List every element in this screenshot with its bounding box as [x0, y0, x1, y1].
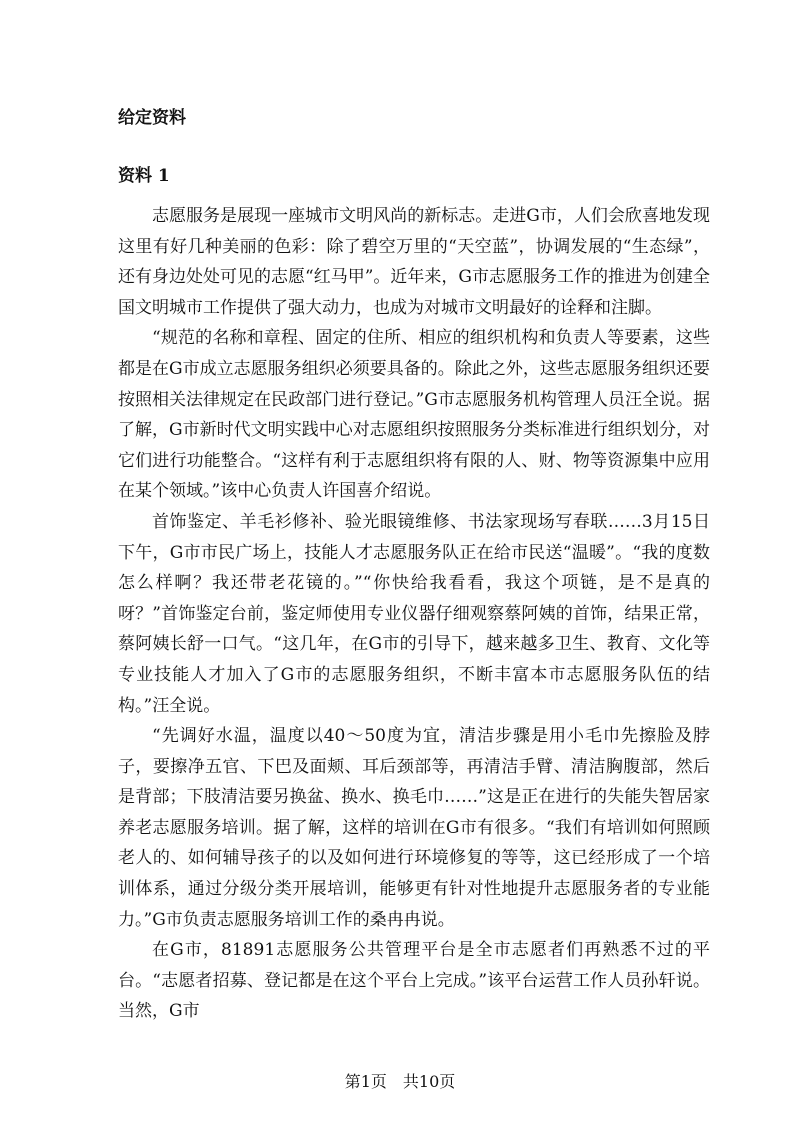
paragraph: 首饰鉴定、羊毛衫修补、验光眼镜维修、书法家现场写春联……3月15日下午，G市市民广场上，技能人才志愿服务队正在给市民送“温暖”。“我的度数怎么样啊？我还带老花镜的。”“你快给我看看，我这个项链，是不是真的呀？”首饰鉴定台前，鉴定师使用专业仪器仔细观察蔡阿姨的首饰，结果正常，蔡阿姨长舒一口气。“这几年，在G市的引导下，越来越多卫生、教育、文化等专业技能人才加入了G市的志愿服务组织，不断丰富本市志愿服务队伍的结构。”汪全说。: [118, 511, 710, 716]
section-title: 给定资料: [118, 108, 186, 128]
paragraph: 志愿服务是展现一座城市文明风尚的新标志。走进G市，人们会欣喜地发现这里有好几种美丽的色彩：除了碧空万里的“天空蓝”，协调发展的“生态绿”，还有身边处处可见的志愿“红马甲”。近年来，G市志愿服务工作的推进为创建全国文明城市工作提供了强大动力，也成为对城市文明最好的诠释和注脚。: [118, 206, 710, 318]
paragraph: 在G市，81891志愿服务公共管理平台是全市志愿者们再熟悉不过的平台。“志愿者招募、登记都是在这个平台上完成。”该平台运营工作人员孙轩说。当然，G市: [118, 940, 710, 1022]
body-text: [118, 201, 710, 1027]
paragraph: “先调好水温，温度以40～50度为宜，清洁步骤是用小毛巾先擦脸及脖子，要擦净五官、下巴及面颊、耳后颈部等，再清洁手臂、清洁胸腹部，然后是背部；下肢清洁要另换盆、换水、换毛巾……”这是正在进行的失能失智居家养老志愿服务培训。据了解，这样的培训在G市有很多。“我们有培训如何照顾老人的、如何辅导孩子的以及如何进行环境修复的等等，这已经形成了一个培训体系，通过分级分类开展培训，能够更有针对性地提升志愿服务者的专业能力。”G市负责志愿服务培训工作的桑冉冉说。: [118, 726, 710, 930]
material-title: 资料 1: [118, 166, 170, 186]
page-number-footer: 第1页 共10页: [344, 1072, 456, 1091]
paragraph: “规范的名称和章程、固定的住所、相应的组织机构和负责人等要素，这些都是在G市成立志愿服务组织必须要具备的。除此之外，这些志愿服务组织还要按照相关法律规定在民政部门进行登记。”G市志愿服务机构管理人员汪全说。据了解，G市新时代文明实践中心对志愿组织按照服务分类标准进行组织划分，对它们进行功能整合。“这样有利于志愿组织将有限的人、财、物等资源集中应用在某个领域。”该中心负责人许国喜介绍说。: [118, 328, 710, 502]
